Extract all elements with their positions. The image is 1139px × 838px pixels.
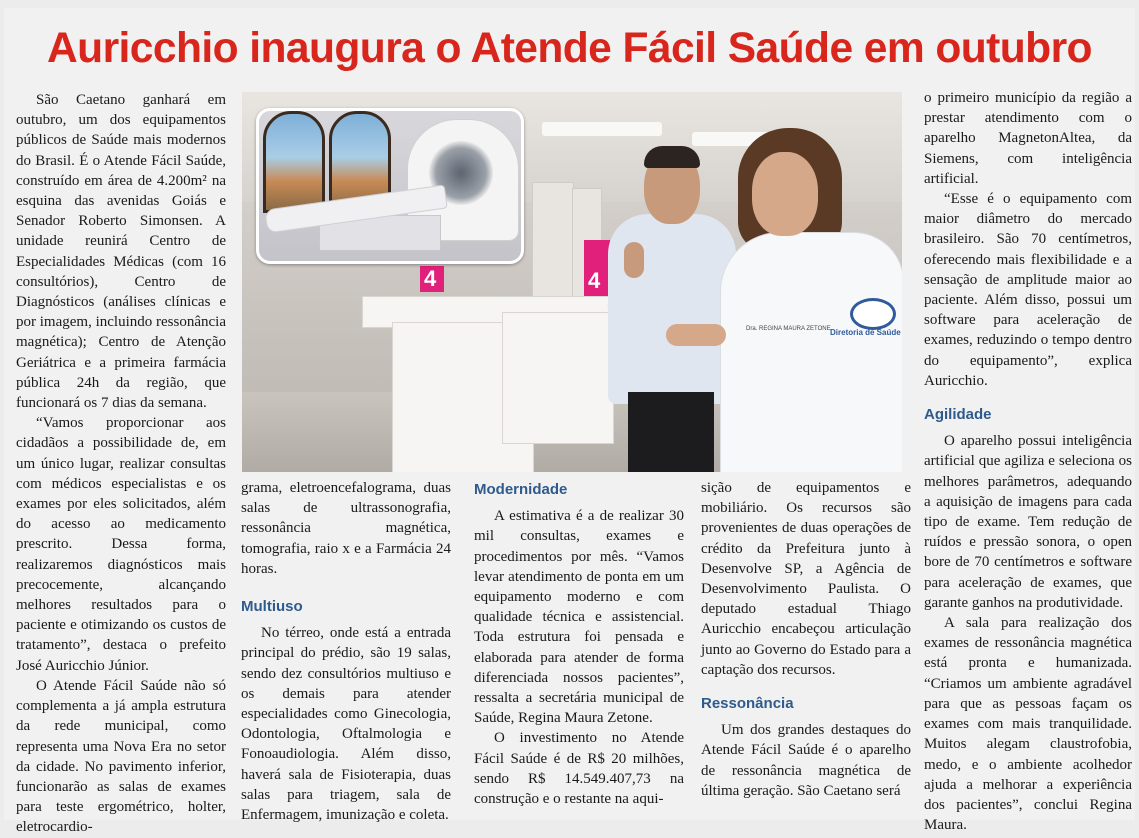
paragraph: O investimento no Atende Fácil Saúde é de R$ 20 milhões, sendo R$ 14.549.407,73 na construção e o restante na aqui- xyxy=(474,730,684,808)
paragraph: “Esse é o equipamento com maior diâmetro do mercado brasileiro. São 70 centímetros, oferecendo mais flexibilidade e a sensação de amplitude maior ao paciente. Além disso, possui um software para aceleração de exames, reduzindo o tempo dentro do equipamento”, explica Auricchio. xyxy=(924,191,1132,389)
paragraph: O aparelho possui inteligência artificial que agiliza e seleciona os melhores parâmetros, adequando a aquisição de imagens para cada tipo de exame. Tem redução de ruídos e pressão sonora, o open bore de 70 centímetros e software para aceleração de exames, que garante ganhos na produtividade. xyxy=(924,433,1132,611)
paragraph: São Caetano ganhará em outubro, um dos equipamentos públicos de Saúde mais modernos do Brasil. É o Atende Fácil Saúde, construído em área de 4.200m² na esquina das avenidas Goiás e Senador Roberto Simonsen. A unidade reunirá Centro de Especialidades Médicas (com 16 consultórios), Centro de Diagnósticos (análises clínicas e por imagem, incluindo ressonância magnética); Centro de Atenção Geriátrica e a primeira farmácia pública 24h da região, que funcionará os 7 dias da semana. xyxy=(16,92,226,412)
article-headline: Auricchio inaugura o Atende Fácil Saúde em outubro xyxy=(47,24,1092,72)
paragraph: A sala para realização dos exames de ressonância magnética está pronta e humanizada. “Criamos um ambiente agradável para que as pessoas façam os exames com mais tranquilidade. Muitos alegam claustrofobia, medo, e o ambiente acolhedor ajuda a melhorar a experiência dos pacientes”, conclui Regina Maura. xyxy=(924,615,1132,834)
section-heading: Multiuso xyxy=(241,598,303,616)
article-photo xyxy=(242,92,902,472)
paragraph: A estimativa é a de realizar 30 mil consultas, exames e procedimentos por mês. “Vamos levar atendimento de ponta em um equipamento moderno e com qualidade técnica e assistencial. Toda estrutura foi pensada e elaborada para atender de forma diferenciada nossos pacientes”, ressalta a secretária municipal de Saúde, Regina Maura Zetone. xyxy=(474,508,684,727)
woman-hand xyxy=(666,324,726,346)
badge-logo-text: Diretoria de Saúde xyxy=(830,328,901,337)
paragraph: o primeiro município da região a prestar atendimento com o aparelho MagnetonAltea, da Siemens, com inteligência artificial. xyxy=(924,90,1132,187)
man-hair xyxy=(644,146,700,168)
mri-inset-photo xyxy=(256,108,524,264)
arched-window xyxy=(263,111,325,213)
newspaper-page xyxy=(4,8,1135,836)
paragraph: Um dos grandes destaques do Atende Fácil Saúde é o aparelho de ressonância magnética de última geração. São Caetano será xyxy=(701,722,911,799)
article-column-1 xyxy=(16,90,226,838)
woman-face xyxy=(752,152,818,236)
man-pants xyxy=(628,392,714,472)
paragraph: grama, eletroencefalograma, duas salas de ultrassonografia, ressonância magnética, tomografia, raio x e a Farmácia 24 horas. xyxy=(241,480,451,577)
article-column-3 xyxy=(474,478,684,809)
section-heading: Ressonância xyxy=(701,695,794,713)
ceiling-light xyxy=(542,122,662,136)
paragraph: O Atende Fácil Saúde não só complementa a já ampla estrutura da rede municipal, como representa uma Nova Era no setor da cidade. No pavimento inferior, funcionarão as salas de exames para teste ergométrico, holter, eletrocardio- xyxy=(16,677,226,836)
section-heading: Modernidade xyxy=(474,481,568,498)
section-heading: Agilidade xyxy=(924,406,992,424)
paragraph: No térreo, onde está a entrada principal do prédio, são 19 salas, sendo dez consultórios multiuso e os demais para atender especialidades como Ginecologia, Odontologia, Oftalmologia e Fonoaudiologia. Além disso, haverá sala de Fisioterapia, duas salas para triagem, sala de Enfermagem, imunização e coleta. xyxy=(241,625,451,824)
article-column-2 xyxy=(241,478,451,825)
reception-counter-side xyxy=(502,312,614,444)
paragraph: “Vamos proporcionar aos cidadãos a possibilidade de, em um único lugar, realizar consultas com médicos especialistas e os exames por eles solicitados, além do acesso ao medicamento prescrito. Dessa forma, realizaremos diagnósticos mais precocemente, alcançando melhores resultados para o paciente e otimizando os custos de tratamento”, destaca o prefeito José Auricchio Júnior. xyxy=(16,415,226,674)
paragraph: sição de equipamentos e mobiliário. Os recursos são provenientes de duas operações de crédito da Prefeitura junto à Desenvolve SP, a Agência de Desenvolvimento Paulista. O deputado estadual Thiago Auricchio encabeçou articulação junto ao Governo do Estado para a captação dos recursos. xyxy=(701,480,911,678)
room-number: 4 xyxy=(588,268,601,293)
man-hand xyxy=(624,242,644,278)
article-column-4 xyxy=(701,478,911,801)
woman-lab-coat xyxy=(720,232,902,472)
article-column-5 xyxy=(924,88,1132,835)
room-number: 4 xyxy=(424,266,437,291)
health-logo-icon xyxy=(850,298,896,330)
name-tag: Dra. REGINA MAURA ZETONE xyxy=(746,326,831,332)
